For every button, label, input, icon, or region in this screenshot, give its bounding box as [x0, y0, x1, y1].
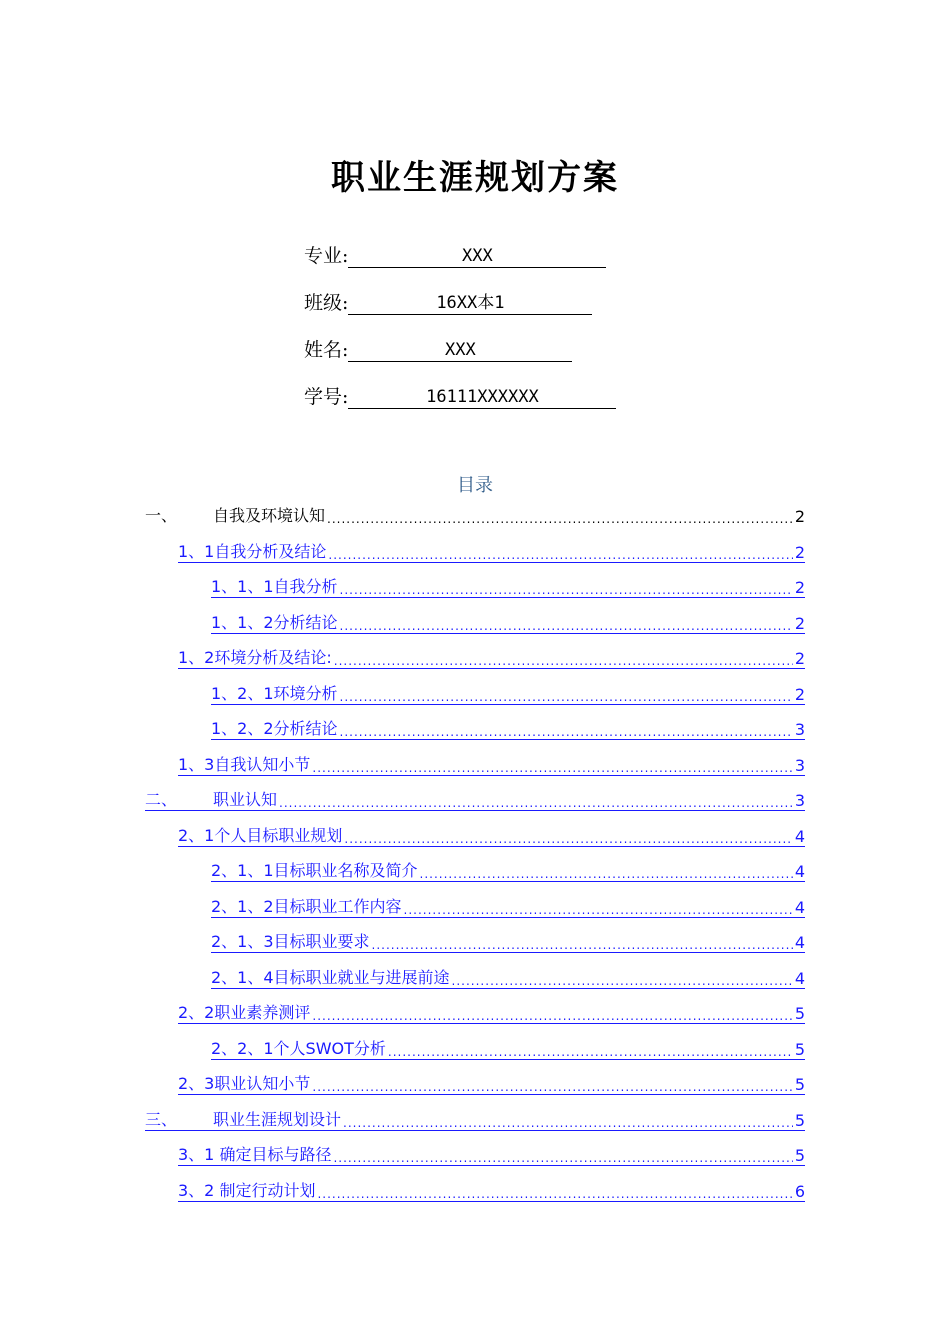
toc-leader-dots: [312, 1009, 792, 1023]
toc-leader-dots: [312, 761, 792, 775]
toc-entry[interactable]: [178, 538, 805, 563]
toc-entry-page: 4: [794, 933, 805, 952]
toc-entry-text: 1、1自我分析及结论: [178, 542, 327, 561]
toc-entry-page: 3: [794, 720, 805, 739]
toc-entry[interactable]: [211, 1035, 805, 1060]
toc-entry-page: 4: [794, 862, 805, 881]
toc-entry-text: 2、2、1个人SWOT分析: [211, 1039, 386, 1058]
toc-entry[interactable]: [145, 1106, 805, 1131]
toc-entry-page: 5: [794, 1146, 805, 1165]
toc-entry-number: 二、: [145, 790, 178, 809]
toc-entry[interactable]: [145, 786, 805, 811]
toc-entry-text: 自我及环境认知: [213, 506, 326, 525]
info-label: 专业:: [304, 245, 349, 267]
toc-entry-text: 1、1、2分析结论: [211, 613, 338, 632]
info-value: XXX: [348, 339, 572, 362]
toc-entry-page: 4: [794, 827, 805, 846]
info-value: XXX: [348, 245, 606, 268]
toc-entry-page: 5: [794, 1075, 805, 1094]
toc-entry[interactable]: [178, 999, 805, 1024]
toc-leader-dots: [340, 690, 793, 704]
toc-entry-page: 4: [794, 898, 805, 917]
toc-leader-dots: [452, 974, 793, 988]
toc-leader-dots: [312, 1080, 792, 1094]
toc-entry-page: 2: [794, 578, 805, 597]
toc-entry[interactable]: [178, 1177, 805, 1202]
info-value: 16XX本1: [348, 292, 592, 315]
toc-entry-page: 2: [794, 685, 805, 704]
info-label: 班级:: [304, 292, 349, 314]
toc-entry[interactable]: [211, 928, 805, 953]
document-title: 职业生涯规划方案: [331, 158, 619, 198]
toc-entry[interactable]: [178, 644, 805, 669]
toc-leader-dots: [317, 1187, 792, 1201]
toc-entry-page: 2: [794, 543, 805, 562]
toc-entry-number: 三、: [145, 1110, 178, 1129]
toc-entry[interactable]: [211, 964, 805, 989]
toc-leader-dots: [327, 512, 793, 526]
toc-leader-dots: [334, 654, 793, 668]
toc-entry-page: 5: [794, 1004, 805, 1023]
toc-entry[interactable]: [178, 1070, 805, 1095]
toc-entry-page: 6: [794, 1182, 805, 1201]
toc-entry-text: 2、1、3目标职业要求: [211, 932, 370, 951]
toc-entry-text: 1、2、1环境分析: [211, 684, 338, 703]
toc-entry-text: 2、1、1目标职业名称及简介: [211, 861, 418, 880]
toc-leader-dots: [343, 1116, 793, 1130]
toc-entry[interactable]: [211, 680, 805, 705]
toc-entry-text: 职业生涯规划设计: [213, 1110, 342, 1129]
toc-heading: 目录: [457, 475, 493, 496]
info-label: 学号:: [304, 386, 349, 408]
toc-entry-text: 1、3自我认知小节: [178, 755, 311, 774]
toc-entry[interactable]: [178, 1141, 805, 1166]
toc-entry-page: 2: [794, 507, 805, 526]
toc-entry-page: 5: [794, 1111, 805, 1130]
toc-entry[interactable]: [211, 609, 805, 634]
info-row-student-id: [304, 381, 616, 409]
toc-entry-page: 4: [794, 969, 805, 988]
toc-entry-page: 5: [794, 1040, 805, 1059]
toc-entry-text: 职业认知: [213, 790, 278, 809]
toc-entry-text: 2、1、2目标职业工作内容: [211, 897, 402, 916]
toc-leader-dots: [333, 1151, 792, 1165]
toc-entry-text: 2、2职业素养测评: [178, 1003, 311, 1022]
toc-leader-dots: [404, 903, 793, 917]
toc-leader-dots: [328, 548, 792, 562]
toc-entry-text: 3、2 制定行动计划: [178, 1181, 316, 1200]
toc-entry[interactable]: [178, 822, 805, 847]
toc-leader-dots: [388, 1045, 793, 1059]
info-row-class: [304, 287, 592, 315]
toc-leader-dots: [340, 725, 793, 739]
info-row-name: [304, 334, 572, 362]
toc-entry-text: 1、2、2分析结论: [211, 719, 338, 738]
toc-entry-page: 3: [794, 791, 805, 810]
toc-entry[interactable]: [211, 893, 805, 918]
toc-entry-number: 一、: [145, 506, 178, 525]
toc-leader-dots: [372, 938, 793, 952]
toc-leader-dots: [340, 583, 793, 597]
toc-entry-text: 2、1个人目标职业规划: [178, 826, 343, 845]
toc-entry-text: 1、2环境分析及结论:: [178, 648, 332, 667]
toc-entry[interactable]: [211, 715, 805, 740]
info-value: 16111XXXXXX: [348, 386, 616, 409]
info-label: 姓名:: [304, 339, 349, 361]
toc-leader-dots: [340, 619, 793, 633]
toc-entry-text: 1、1、1自我分析: [211, 577, 338, 596]
toc-entry-text: 2、1、4目标职业就业与进展前途: [211, 968, 450, 987]
toc-entry-text: 3、1 确定目标与路径: [178, 1145, 332, 1164]
info-row-major: [304, 240, 606, 268]
toc-entry[interactable]: [211, 573, 805, 598]
toc-entry-page: 3: [794, 756, 805, 775]
toc-entry-page: 2: [794, 649, 805, 668]
toc-leader-dots: [344, 832, 792, 846]
toc-entry-text: 2、3职业认知小节: [178, 1074, 311, 1093]
toc-entry[interactable]: [211, 857, 805, 882]
toc-entry: [145, 502, 805, 526]
toc-entry-page: 2: [794, 614, 805, 633]
toc-entry[interactable]: [178, 751, 805, 776]
toc-leader-dots: [420, 867, 793, 881]
toc-leader-dots: [279, 796, 793, 810]
